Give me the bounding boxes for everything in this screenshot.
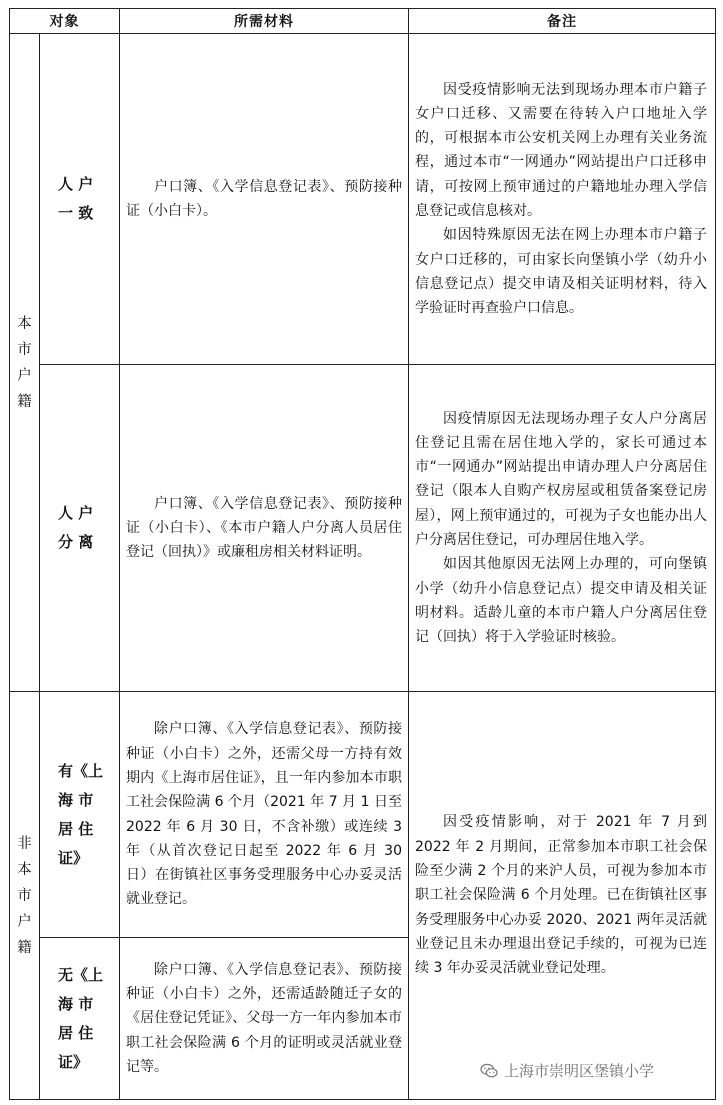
header-target: 对象 — [10, 9, 120, 34]
subcategory-without-residence-permit — [40, 938, 120, 1100]
table-row — [10, 692, 716, 938]
table-row — [10, 34, 716, 365]
category-char: 籍 — [17, 393, 32, 410]
category-char: 户 — [17, 913, 32, 930]
wechat-icon — [480, 1063, 498, 1079]
materials-cell — [120, 365, 409, 692]
subcategory-line: 证》 — [58, 1052, 89, 1071]
enrollment-materials-table — [9, 8, 716, 1100]
category-char: 市 — [17, 887, 32, 904]
materials-text: 户口簿、《入学信息登记表》、预防接种证（小白卡）、《本市户籍人户分离人员居住登记（回执）》或廉租房相关材料证明。 — [126, 495, 402, 561]
category-char: 本 — [17, 861, 32, 878]
subcategory-line: 人 户 — [58, 504, 94, 522]
remarks-paragraph: 因受疫情影响无法到现场办理本市户籍子女户口迁移、又需要在待转入户口地址入学的，可根据本市公安机关网上办理有关业务流程，通过本市“一网通办”网站提出户口迁移申请，可按网上预审通过的户籍地址办理入学信息登记或信息核对。 — [415, 81, 707, 219]
header-row — [10, 9, 716, 34]
category-char: 本 — [17, 315, 32, 332]
remarks-paragraph: 因疫情原因无法现场办理子女人户分离居住登记且需在居住地入学的，家长可通过本市“一网通办”网站提出申请办理人户分离居住登记（限本人自购产权房屋或租赁备案登记房屋），网上预审通过的，可视为子女也能办出人户分离居住登记，可办理居住地入学。 — [415, 410, 707, 548]
header-materials: 所需材料 — [120, 9, 409, 34]
materials-cell — [120, 938, 409, 1100]
category-char: 非 — [17, 835, 32, 852]
category-nonlocal — [10, 692, 40, 1100]
subcategory-line: 海 市 — [58, 790, 94, 809]
remarks-cell — [409, 34, 716, 365]
remarks-paragraph: 如因特殊原因无法在网上办理本市户籍子女户口迁移的，可由家长向堡镇小学（幼升小信息登记点）提交申请及相关证明材料，待入学验证时再查验户口信息。 — [415, 227, 707, 317]
subcategory-line: 有《上 — [58, 761, 104, 780]
materials-text: 除户口簿、《入学信息登记表》、预防接种证（小白卡）之外，还需父母一方持有效期内《上海市居住证》，且一年内参加本市职工社会保险满 6 个月（2021 年 7 月 1 日至 2022 年 6 月 30 日，不含补缴）或连续 3 年（从首次登记日起至 2022 年 6 月 30 日）在街镇社区事务受理服务中心办妥灵活就业登记。 — [126, 721, 402, 908]
subcategory-line: 证》 — [58, 848, 89, 867]
category-local — [10, 34, 40, 692]
materials-text: 除户口簿、《入学信息登记表》、预防接种证（小白卡）之外，还需适龄随迁子女的《居住登记凭证》、父母一方一年内参加本市职工社会保险满 6 个月的证明或灵活就业登记等。 — [126, 961, 402, 1075]
subcategory-same-address — [40, 34, 120, 365]
category-char: 市 — [17, 341, 32, 358]
watermark — [480, 1060, 654, 1081]
remarks-cell — [409, 692, 716, 1100]
subcategory-separated — [40, 365, 120, 692]
subcategory-with-residence-permit — [40, 692, 120, 938]
remarks-cell — [409, 365, 716, 692]
subcategory-line: 居 住 — [58, 819, 94, 838]
category-char: 户 — [17, 367, 32, 384]
header-remarks: 备注 — [409, 9, 716, 34]
subcategory-line: 居 住 — [58, 1023, 94, 1042]
watermark-text: 上海市崇明区堡镇小学 — [504, 1062, 655, 1080]
category-char: 籍 — [17, 939, 32, 956]
materials-cell — [120, 692, 409, 938]
subcategory-line: 海 市 — [58, 994, 94, 1013]
table-row — [10, 365, 716, 692]
subcategory-line: 一 致 — [58, 204, 94, 222]
remarks-paragraph: 因受疫情影响，对于 2021 年 7 月到 2022 年 2 月期间，正常参加本市职工社会保险至少满 2 个月的来沪人员，可视为参加本市职工社会保险满 6 个月处理。已在街镇社区事务受理服务中心办妥 2020、2021 两年灵活就业登记且未办理退出登记手续的，可视为已连续 3 年办妥灵活就业登记处理。 — [415, 814, 707, 977]
remarks-paragraph: 如因其他原因无法网上办理的，可向堡镇小学（幼升小信息登记点）提交申请及相关证明材料。适龄儿童的本市户籍人户分离居住登记（回执）将于入学验证时核验。 — [415, 556, 707, 646]
materials-text: 户口簿、《入学信息登记表》、预防接种证（小白卡）。 — [126, 178, 402, 219]
subcategory-line: 人 户 — [58, 175, 94, 193]
subcategory-line: 分 离 — [58, 533, 94, 551]
materials-cell — [120, 34, 409, 365]
subcategory-line: 无《上 — [58, 965, 104, 984]
